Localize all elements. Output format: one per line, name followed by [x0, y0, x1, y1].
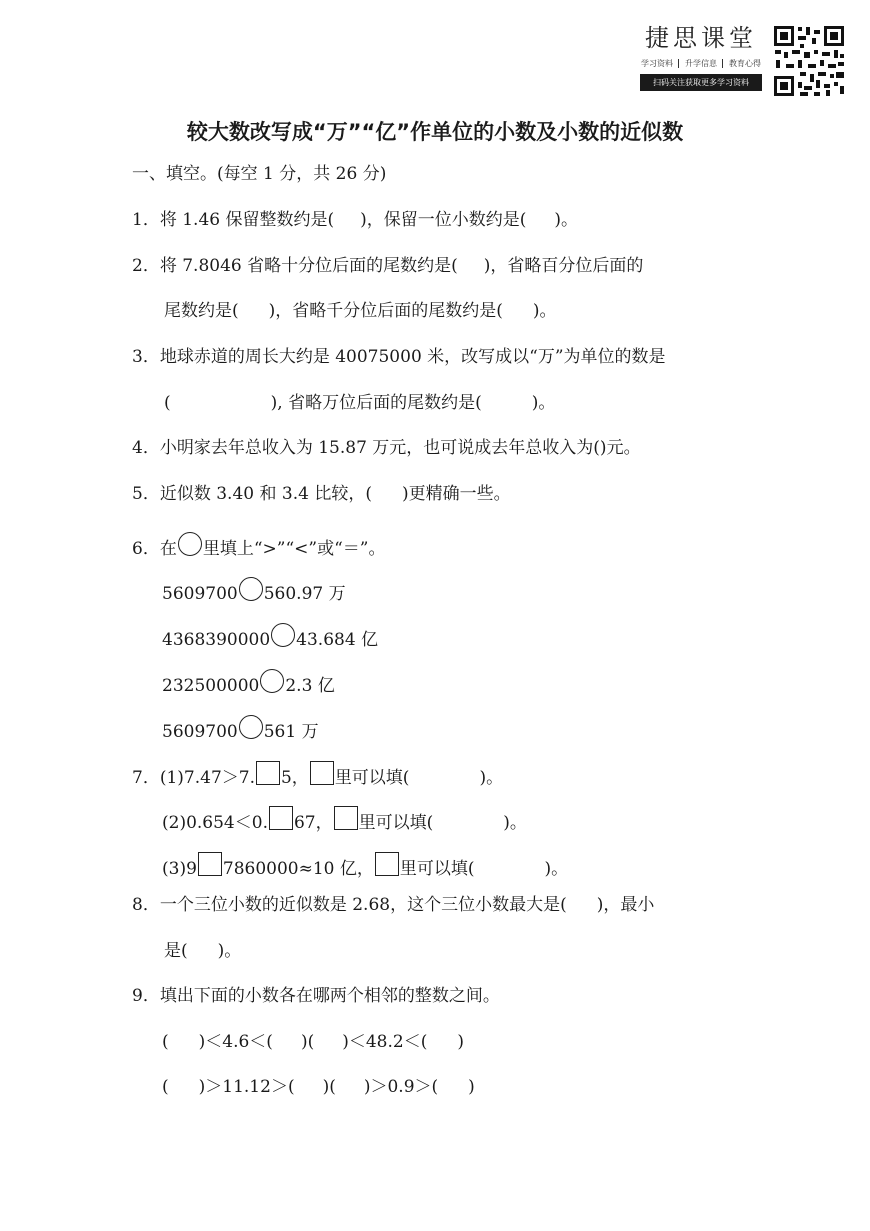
interval-row [162, 1075, 475, 1099]
question-text: 是( [164, 941, 188, 961]
question-text: ), 省略万位后面的尾数约是( [270, 393, 482, 413]
question-text: 将 1.46 保留整数约是( [159, 210, 335, 230]
question-2 [132, 254, 643, 278]
question-9 [132, 984, 500, 1008]
brand-header [640, 24, 762, 91]
question-text: 近似数 3.40 和 3.4 比较，( [159, 484, 372, 504]
question-text: 里填上“>”“<”或“＝”。 [202, 539, 386, 559]
question-text: 在 [159, 539, 177, 559]
compare-row [162, 715, 319, 744]
question-number: 7． [132, 768, 160, 788]
question-text: )。 [544, 859, 569, 879]
interval-text: )＞0.9＞( [363, 1077, 439, 1097]
question-text: (2)0.654＜0. [162, 813, 268, 833]
interval-text: )( [322, 1077, 336, 1097]
question-number: 4． [132, 438, 160, 458]
digit-box[interactable] [256, 761, 280, 785]
section-heading: 一、填空。(每空 1 分，共 26 分) [132, 164, 387, 184]
compare-right: 2.3 亿 [285, 676, 335, 696]
interval-text: ) [468, 1077, 475, 1097]
page-title: 较大数改写成“万”“亿”作单位的小数及小数的近似数 [186, 120, 684, 144]
compare-left: 5609700 [162, 584, 238, 604]
question-3 [132, 345, 666, 369]
question-text: (3)9 [162, 859, 197, 879]
compare-right: 561 万 [263, 722, 319, 742]
question-text: 地球赤道的周长大约是 40075000 米，改写成以“万”为单位的数是 [159, 347, 666, 367]
question-text: 小明家去年总收入为 15.87 万元，也可说成去年总收入为()元。 [159, 438, 641, 458]
question-6 [132, 532, 385, 561]
compare-right: 43.684 亿 [296, 630, 379, 650]
digit-box[interactable] [198, 852, 222, 876]
question-7-part-2 [162, 806, 527, 835]
question-text: 67， [293, 813, 333, 833]
brand-link: 学习资料 [641, 59, 673, 68]
brand-banner: 扫码关注获取更多学习资料 [640, 74, 762, 91]
compare-circle[interactable] [239, 577, 263, 601]
compare-circle [178, 532, 202, 556]
compare-circle[interactable] [260, 669, 284, 693]
question-text: 5， [280, 768, 309, 788]
question-number: 8． [132, 895, 160, 915]
question-number: 2． [132, 256, 160, 276]
compare-left: 5609700 [162, 722, 238, 742]
interval-row [162, 1030, 464, 1054]
compare-circle[interactable] [271, 623, 295, 647]
question-4 [132, 436, 641, 460]
question-text: ( [164, 393, 171, 413]
question-5 [132, 482, 511, 506]
question-number: 3． [132, 347, 160, 367]
question-8 [132, 893, 654, 917]
interval-text: ( [162, 1032, 169, 1052]
question-number: 9． [132, 986, 160, 1006]
question-number: 5． [132, 484, 160, 504]
question-text: 里可以填( [399, 859, 475, 879]
question-number: 1． [132, 210, 160, 230]
digit-box[interactable] [269, 806, 293, 830]
brand-name: 捷思课堂 [645, 24, 757, 52]
question-text: 将 7.8046 省略十分位后面的尾数约是( [159, 256, 458, 276]
qr-code-icon [772, 24, 846, 98]
interval-text: ( [162, 1077, 169, 1097]
question-text: )更精确一些。 [401, 484, 511, 504]
divider [678, 59, 681, 68]
question-text: )，省略百分位后面的 [483, 256, 644, 276]
question-text: )，保留一位小数约是( [360, 210, 527, 230]
question-number: 6． [132, 539, 160, 559]
digit-box [375, 852, 399, 876]
interval-text: )( [300, 1032, 315, 1052]
question-1 [132, 208, 578, 232]
divider [722, 59, 725, 68]
question-7-part-3 [162, 852, 568, 881]
interval-text: )＜48.2＜( [342, 1032, 428, 1052]
question-text: )。 [554, 210, 579, 230]
question-text: )，省略千分位后面的尾数约是( [268, 301, 503, 321]
question-text: )。 [479, 768, 504, 788]
brand-link: 教育心得 [729, 59, 761, 68]
question-2-cont [164, 299, 557, 323]
brand-links [640, 58, 762, 69]
question-text: 7860000≈10 亿， [222, 859, 374, 879]
compare-right: 560.97 万 [263, 584, 346, 604]
question-text: 里可以填( [358, 813, 434, 833]
question-7 [132, 761, 503, 790]
question-text: )。 [217, 941, 242, 961]
compare-left: 232500000 [162, 676, 260, 696]
interval-text: )＞11.12＞( [198, 1077, 295, 1097]
question-text: )。 [532, 301, 557, 321]
question-text: 一个三位小数的近似数是 2.68，这个三位小数最大是( [159, 895, 567, 915]
question-8-cont [164, 939, 241, 963]
compare-left: 4368390000 [162, 630, 271, 650]
question-text: 尾数约是( [164, 301, 239, 321]
digit-box [310, 761, 334, 785]
question-text: )。 [503, 813, 527, 833]
question-3-cont [164, 391, 555, 415]
question-text: (1)7.47＞7. [159, 768, 255, 788]
question-text: )，最小 [596, 895, 655, 915]
compare-row [162, 669, 335, 698]
brand-link: 升学信息 [685, 59, 717, 68]
compare-row [162, 577, 346, 606]
interval-text: )＜4.6＜( [198, 1032, 273, 1052]
question-text: 里可以填( [334, 768, 410, 788]
interval-text: ) [457, 1032, 464, 1052]
question-text: )。 [531, 393, 556, 413]
compare-circle[interactable] [239, 715, 263, 739]
compare-row [162, 623, 378, 652]
question-text: 填出下面的小数各在哪两个相邻的整数之间。 [159, 986, 500, 1006]
digit-box [334, 806, 358, 830]
